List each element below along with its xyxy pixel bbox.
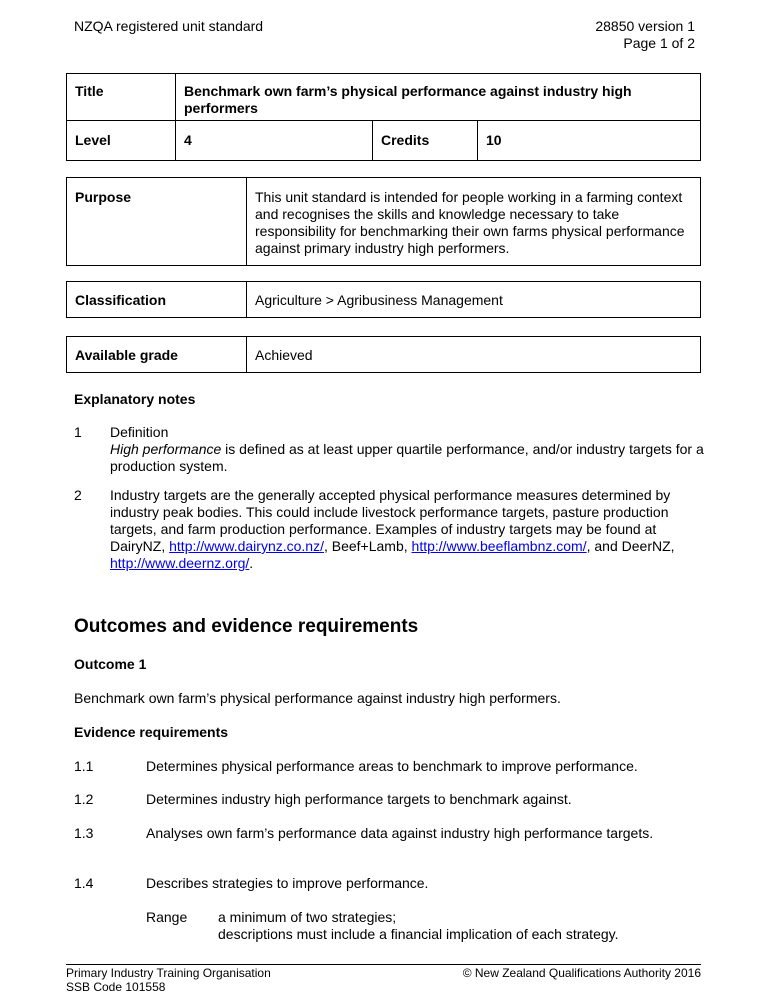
range-label: Range: [146, 909, 188, 925]
header-page: Page 1 of 2: [623, 35, 695, 51]
er-number: 1.1: [74, 758, 94, 774]
note-2-mid1: , Beef+Lamb,: [323, 538, 412, 554]
er-text: Describes strategies to improve performance.: [146, 875, 429, 891]
note-1: [110, 424, 710, 475]
note-1-text: is defined as at least upper quartile performance, and/or industry targets for a production system.: [110, 441, 704, 474]
level-value: 4: [176, 121, 373, 161]
classification-label: Classification: [67, 282, 247, 318]
title-value: Benchmark own farm’s physical performance against industry high performers: [176, 74, 701, 121]
range-line-1: a minimum of two strategies;: [218, 909, 397, 925]
level-label: Level: [67, 121, 176, 161]
footer-ssb: SSB Code 101558: [66, 980, 166, 994]
credits-label: Credits: [373, 121, 478, 161]
purpose-table: [66, 177, 701, 266]
notes-heading: Explanatory notes: [74, 391, 196, 407]
note-2-text: Industry targets are the generally accepted physical performance measures determined by industry peak bodies. This could include livestock performance targets, pasture production targets, and farm production performance. Examples of industry targets may be found at DairyNZ,: [110, 487, 671, 554]
purpose-text: This unit standard is intended for people working in a farming context and recognises the skills and knowledge necessary to take responsibility for benchmarking their own farms physical performance against primary industry high performers.: [247, 178, 701, 266]
footer-org: Primary Industry Training Organisation: [66, 966, 271, 980]
note-2: [110, 487, 700, 572]
note-2-end: .: [249, 555, 254, 571]
footer-rule: [66, 964, 701, 965]
er-number: 1.3: [74, 825, 94, 841]
purpose-label: Purpose: [67, 178, 247, 266]
outcomes-heading: Outcomes and evidence requirements: [74, 616, 419, 637]
er-text: Determines physical performance areas to benchmark to improve performance.: [146, 758, 638, 774]
classification-table: [66, 281, 701, 318]
header-right: [595, 18, 695, 52]
er-text: Analyses own farm’s performance data against industry high performance targets.: [146, 825, 654, 841]
range-line-2: descriptions must include a financial implication of each strategy.: [218, 926, 619, 942]
title-table: [66, 73, 701, 161]
note-1-title: Definition: [110, 424, 169, 440]
deernz-link[interactable]: http://www.deernz.org/: [110, 555, 250, 571]
note-1-number: 1: [74, 424, 82, 440]
note-1-term: High performance: [110, 441, 222, 457]
credits-value: 10: [478, 121, 701, 161]
evidence-heading: Evidence requirements: [74, 724, 229, 740]
outcome-text: Benchmark own farm’s physical performance against industry high performers.: [74, 690, 561, 706]
grade-value: Achieved: [247, 337, 701, 373]
grade-table: [66, 336, 701, 373]
classification-value: Agriculture > Agribusiness Management: [247, 282, 701, 318]
footer-left: [66, 966, 271, 994]
header-left: NZQA registered unit standard: [74, 18, 264, 34]
grade-label: Available grade: [67, 337, 247, 373]
outcome-label: Outcome 1: [74, 656, 147, 672]
beeflamb-link[interactable]: http://www.beeflambnz.com/: [411, 538, 587, 554]
title-label: Title: [67, 74, 176, 121]
er-text: Determines industry high performance targets to benchmark against.: [146, 791, 572, 807]
range-text: [218, 909, 718, 943]
header-version: 28850 version 1: [595, 18, 695, 34]
footer-copyright: © New Zealand Qualifications Authority 2016: [462, 966, 701, 980]
er-number: 1.4: [74, 875, 94, 891]
note-2-number: 2: [74, 487, 82, 503]
er-number: 1.2: [74, 791, 94, 807]
note-2-mid2: , and DeerNZ,: [586, 538, 675, 554]
dairynz-link[interactable]: http://www.dairynz.co.nz/: [169, 538, 324, 554]
